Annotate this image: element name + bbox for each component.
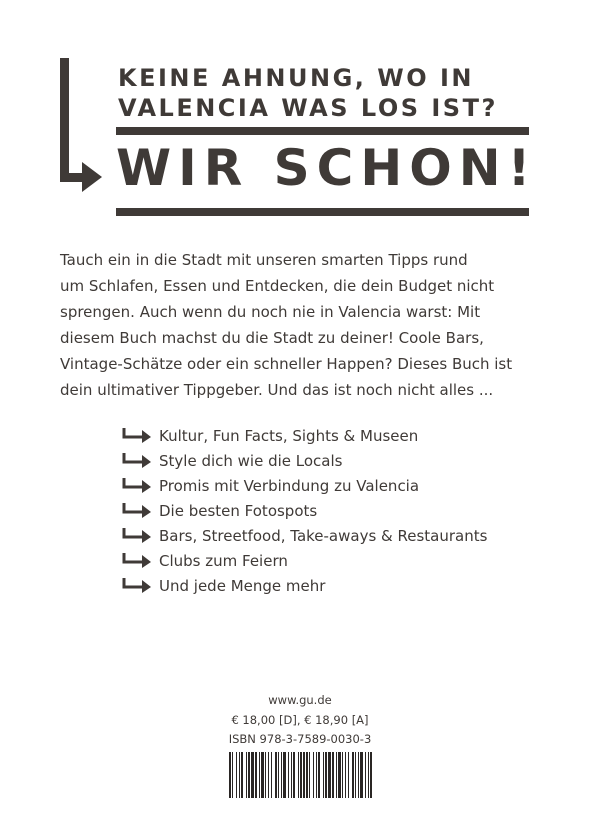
barcode-bar [328, 752, 331, 798]
barcode-bar [338, 752, 341, 798]
barcode-bar [241, 752, 243, 798]
intro-line: um Schlafen, Essen und Entdecken, die dein Budget nicht [60, 277, 495, 295]
barcode-bar [316, 752, 317, 798]
barcode-bar [291, 752, 292, 798]
barcode-bar [370, 752, 372, 798]
barcode-bar [348, 752, 349, 798]
barcode-bar [300, 752, 302, 798]
intro-line: sprengen. Auch wenn du noch nie in Valencia warst: Mit [60, 303, 481, 321]
barcode-bar [303, 752, 305, 798]
barcode-bar [360, 752, 363, 798]
barcode-bar [251, 752, 254, 798]
list-item-label: Promis mit Verbindung zu Valencia [159, 477, 420, 495]
rule-bottom [116, 208, 529, 216]
barcode-bar [275, 752, 277, 798]
barcode-bar [332, 752, 334, 798]
intro-paragraph [60, 247, 560, 403]
list-item-label: Clubs zum Feiern [159, 552, 288, 570]
headline-line-2: VALENCIA WAS LOS IST? [118, 94, 498, 122]
intro-line: Tauch ein in die Stadt mit unseren smarten Tipps rund [60, 251, 468, 269]
barcode-bar [281, 752, 282, 798]
intro-line: dein ultimativer Tippgeber. Und das ist noch nicht alles ... [60, 381, 494, 399]
bullet-arrow-icon [122, 427, 154, 443]
barcode-bar [271, 752, 272, 798]
barcode-bar [283, 752, 286, 798]
barcode-bar [352, 752, 354, 798]
list-item-label: Kultur, Fun Facts, Sights & Museen [159, 427, 419, 445]
barcode-bar [246, 752, 247, 798]
bullet-arrow-icon [122, 452, 154, 468]
barcode-bar [336, 752, 337, 798]
barcode-bar [268, 752, 269, 798]
barcode-bar [342, 752, 343, 798]
barcode-bar [368, 752, 369, 798]
barcode [228, 752, 373, 798]
intro-line: Vintage-Schätze oder ein schneller Happen? Dieses Buch ist [60, 355, 513, 373]
barcode-bar [318, 752, 320, 798]
rule-top [116, 127, 529, 135]
isbn-label: ISBN 978-3-7589-0030-3 [228, 732, 372, 746]
corner-arrow-icon [60, 58, 69, 182]
corner-arrow-head [82, 162, 102, 192]
intro-line: diesem Buch machst du die Stadt zu deiner! Coole Bars, [60, 329, 484, 347]
barcode-bar [229, 752, 231, 798]
barcode-bar [239, 752, 240, 798]
bullet-arrow-icon [122, 502, 154, 518]
headline-line-1: KEINE AHNUNG, WO IN [118, 64, 474, 92]
website-link[interactable]: www.gu.de [268, 693, 332, 707]
barcode-bar [261, 752, 264, 798]
barcode-bar [288, 752, 289, 798]
barcode-bar [365, 752, 366, 798]
barcode-bar [323, 752, 324, 798]
barcode-bar [278, 752, 279, 798]
list-item-label: Die besten Fotospots [159, 502, 318, 520]
barcode-bar [358, 752, 359, 798]
bullet-arrow-icon [122, 527, 154, 543]
bullet-arrow-icon [122, 477, 154, 493]
bullet-arrow-icon [122, 577, 154, 593]
price-label: € 18,00 [D], € 18,90 [A] [231, 713, 369, 727]
barcode-bar [306, 752, 308, 798]
barcode-bar [255, 752, 257, 798]
headline-big: WIR SCHON! [116, 139, 538, 197]
barcode-bar [345, 752, 346, 798]
barcode-bar [298, 752, 299, 798]
list-item-label: Und jede Menge mehr [159, 577, 326, 595]
list-item-label: Style dich wie die Locals [159, 452, 343, 470]
barcode-bar [259, 752, 260, 798]
list-item-label: Bars, Streetfood, Take-aways & Restaurants [159, 527, 488, 545]
bullet-arrow-icon [122, 552, 154, 568]
barcode-bar [309, 752, 310, 798]
barcode-bar [293, 752, 295, 798]
barcode-bar [355, 752, 356, 798]
barcode-bar [325, 752, 327, 798]
barcode-bar [236, 752, 237, 798]
barcode-bar [248, 752, 250, 798]
barcode-bar [265, 752, 266, 798]
barcode-bar [313, 752, 314, 798]
barcode-bar [232, 752, 233, 798]
